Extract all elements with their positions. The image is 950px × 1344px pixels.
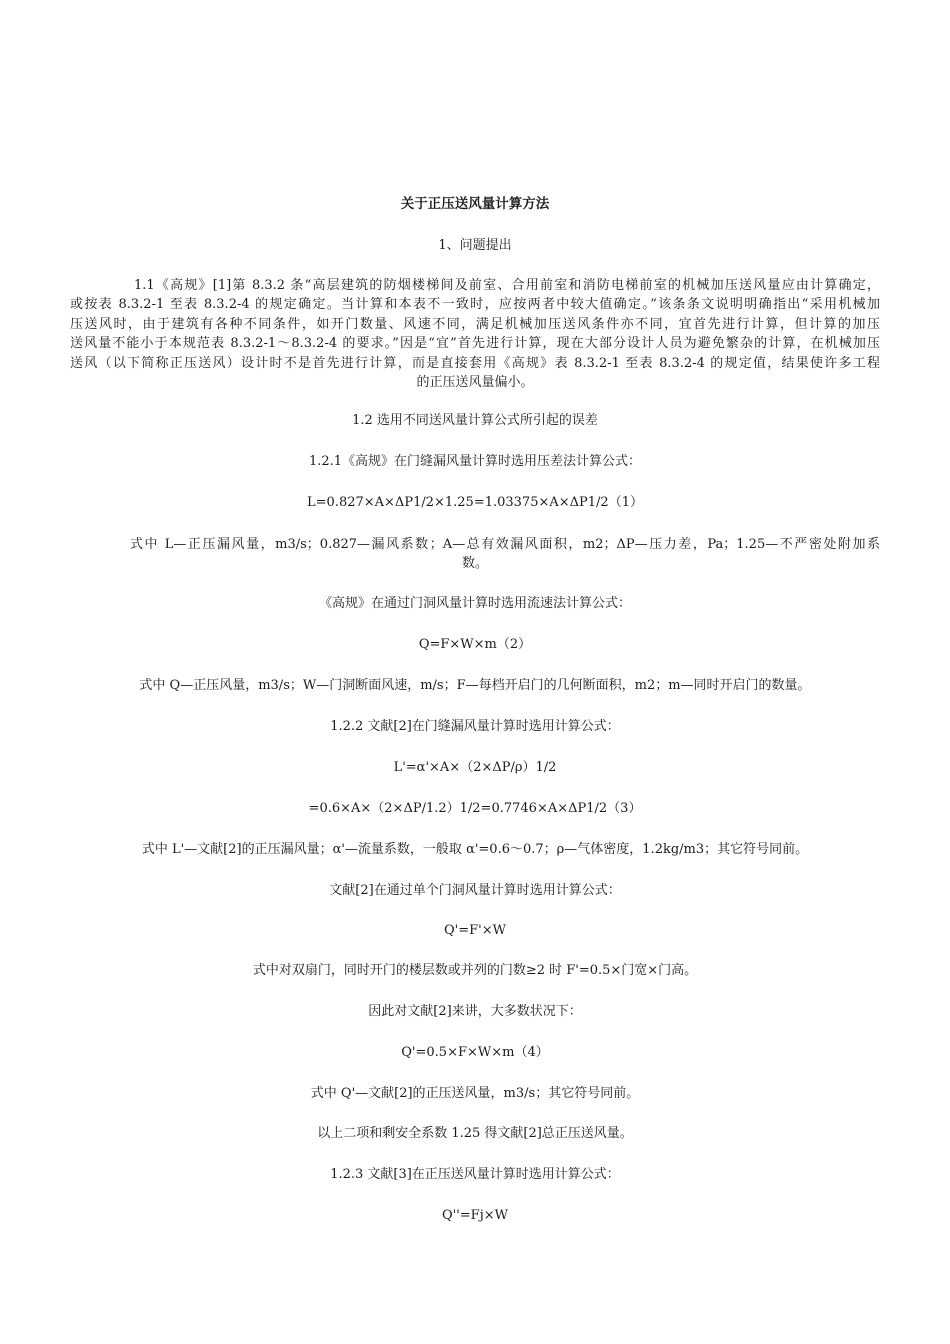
formula-2: Q=F×W×m（2） xyxy=(418,637,532,652)
section-heading-1-2: 1.2 选用不同送风量计算公式所引起的误差 xyxy=(352,413,598,428)
paragraph-line: 或按表 8.3.2-1 至表 8.3.2-4 的规定确定。当计算和本表不一致时，应按两者中较大值确定。”该条条文说明明确指出“采用机械加 xyxy=(70,297,880,313)
paragraph-line: 压送风时，由于建筑有各种不同条件，如开门数量、风速不同，满足机械加压送风条件亦不同，宜首先进行计算，但计算的加压 xyxy=(70,316,880,332)
subsection-1-2-3: 1.2.3 文献[3]在正压送风量计算时选用计算公式： xyxy=(330,1167,620,1182)
formula-1-description xyxy=(130,535,880,573)
paragraph-line: 送风量不能小于本规范表 8.3.2-1～8.3.2-4 的要求。”因是“宜”首先进行计算，现在大部分设计人员为避免繁杂的计算，在机械加压 xyxy=(70,336,880,352)
formula-1: L=0.827×A×ΔP1/2×1.25=1.03375×A×ΔP1/2（1） xyxy=(307,495,643,510)
formula-3b: =0.6×A×（2×ΔP/1.2）1/2=0.7746×A×ΔP1/2（3） xyxy=(308,801,642,816)
section-heading-1: 1、问题提出 xyxy=(438,238,512,253)
formula-3a: L'=α'×A×（2×ΔP/ρ）1/2 xyxy=(393,760,557,775)
formula-5: Q''=Fj×W xyxy=(441,1208,508,1223)
subsection-1-2-2-c: 因此对文献[2]来讲，大多数状况下： xyxy=(368,1004,582,1019)
formula-q1-description: 式中对双扇门，同时开门的楼层数或并列的门数≥2 时 F'=0.5×门宽×门高。 xyxy=(252,963,698,978)
paragraph-line: 1.1《高规》[1]第 8.3.2 条“高层建筑的防烟楼梯间及前室、合用前室和消防电梯前室的机械加压送风量应由计算确定， xyxy=(134,278,880,293)
subsection-1-2-1-b: 《高规》在通过门洞风量计算时选用流速法计算公式： xyxy=(318,596,631,611)
paragraph-line: 数。 xyxy=(461,556,488,571)
subsection-1-2-2: 1.2.2 文献[2]在门缝漏风量计算时选用计算公式： xyxy=(330,719,620,734)
formula-4-description: 式中 Q'—文献[2]的正压送风量，m3/s；其它符号同前。 xyxy=(310,1086,640,1101)
formula-4: Q'=0.5×F×W×m（4） xyxy=(401,1045,549,1060)
paragraph-line: 的正压送风量偏小。 xyxy=(416,375,534,391)
formula-q1: Q'=F'×W xyxy=(444,923,506,938)
subsection-1-2-1: 1.2.1《高规》在门缝漏风量计算时选用压差法计算公式： xyxy=(308,454,642,469)
formula-3-description: 式中 L'—文献[2]的正压漏风量；α'—流量系数，一般取 α'=0.6～0.7；ρ—气体密度，1.2kg/m3；其它符号同前。 xyxy=(141,842,809,857)
paragraph-1-1 xyxy=(70,276,880,392)
subsection-1-2-2-d: 以上二项和剩安全系数 1.25 得文献[2]总正压送风量。 xyxy=(317,1126,633,1141)
formula-2-description: 式中 Q—正压风量，m3/s；W—门洞断面风速，m/s；F—每档开启门的几何断面积，m2；m—同时开启门的数量。 xyxy=(139,678,811,693)
paragraph-line: 式中 L—正压漏风量，m3/s；0.827—漏风系数；A—总有效漏风面积，m2；ΔP—压力差，Pa；1.25—不严密处附加系 xyxy=(130,537,880,552)
subsection-1-2-2-b: 文献[2]在通过单个门洞风量计算时选用计算公式： xyxy=(329,883,621,898)
document-title: 关于正压送风量计算方法 xyxy=(400,196,550,212)
paragraph-line: 送风（以下简称正压送风）设计时不是首先进行计算，而是直接套用《高规》表 8.3.2-1 至表 8.3.2-4 的规定值，结果使许多工程 xyxy=(70,355,880,371)
